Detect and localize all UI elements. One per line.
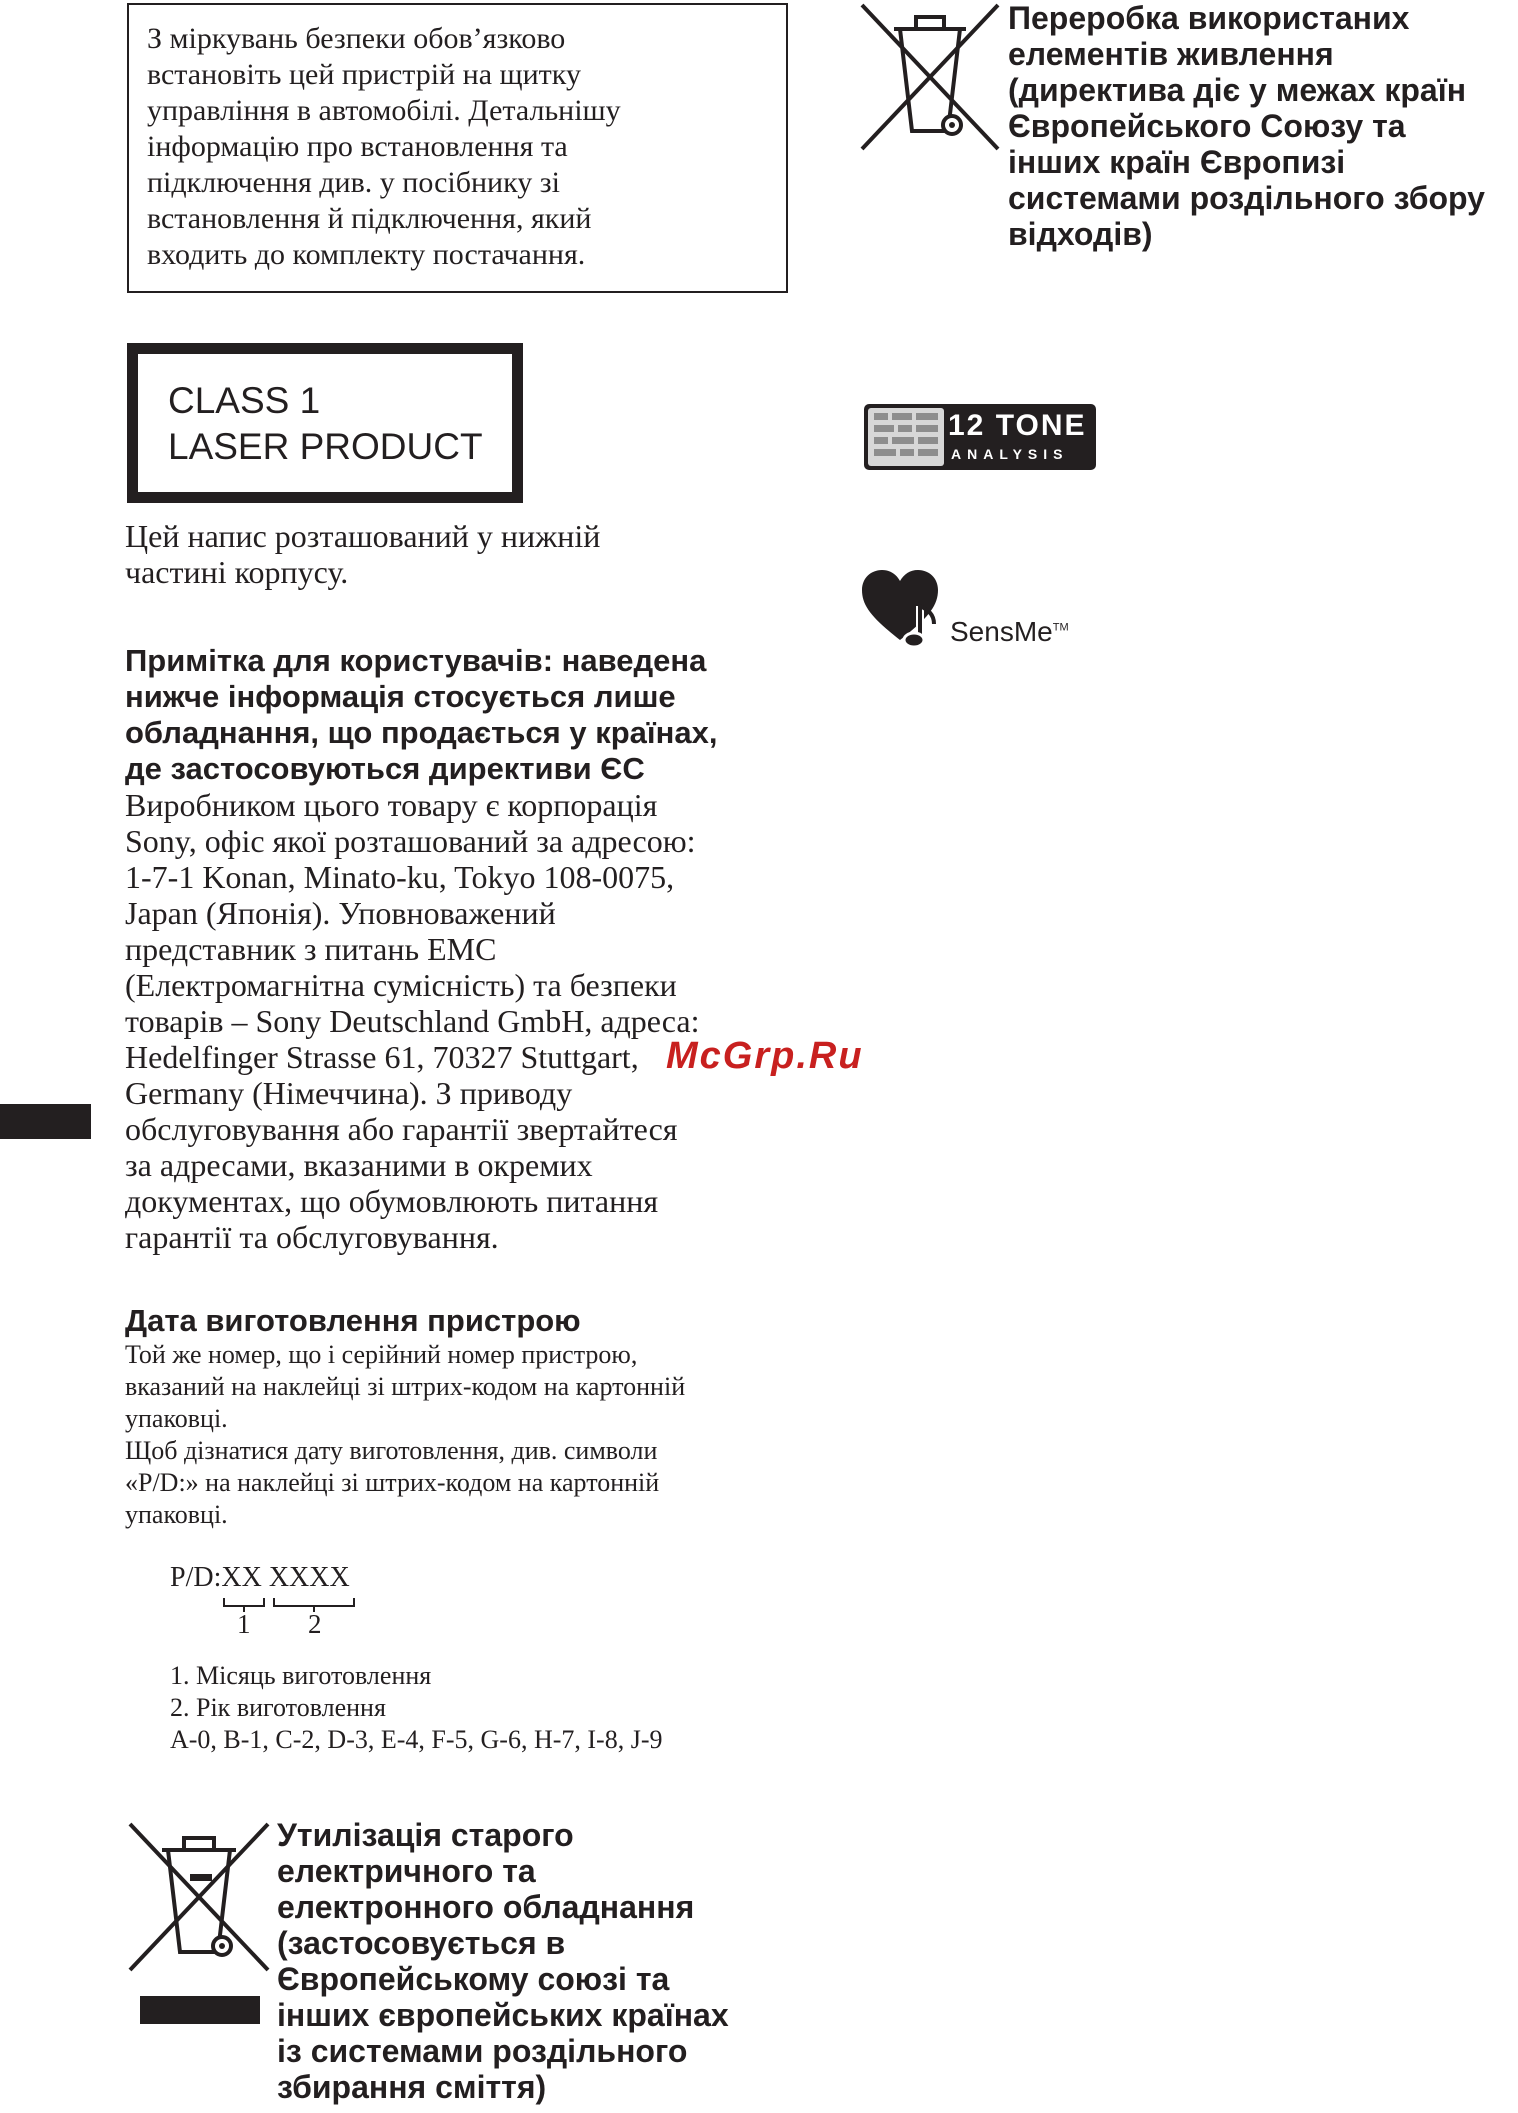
weee-heading [277, 1817, 797, 2105]
eu-body-line: Sony, офіс якої розташований за адресою: [125, 823, 696, 859]
sensme-trademark: TM [1052, 621, 1069, 634]
safety-line: З міркувань безпеки обов’язково [147, 22, 566, 55]
safety-line: управління в автомобілі. Детальнішу [147, 94, 621, 127]
pd-code-diagram [170, 1562, 350, 1639]
eu-body-line: (Електромагнітна сумісність) та безпеки [125, 967, 677, 1003]
mfg-body-line: вказаний на наклейці зі штрих-кодом на картонній [125, 1372, 686, 1401]
weee-line: (застосовується в [277, 1925, 566, 1961]
safety-notice-box [127, 3, 788, 293]
eu-body-line: 1-7-1 Konan, Minato-ku, Tokyo 108-0075, [125, 859, 675, 895]
eu-directive-notice [125, 643, 805, 1255]
laser-label-note [125, 518, 775, 590]
mfg-body-line: упаковці. [125, 1404, 228, 1433]
legend-line: 2. Рік виготовлення [170, 1693, 386, 1722]
tone-subtitle: ANALYSIS [951, 446, 1069, 462]
eu-body-line: Germany (Німеччина). З приводу [125, 1075, 573, 1111]
safety-line: інформацію про встановлення та [147, 130, 568, 163]
sensme-wordmark [950, 616, 1069, 648]
eu-body-line: Hedelfinger Strasse 61, 70327 Stuttgart, [125, 1039, 639, 1075]
watermark-text: McGrp.Ru [666, 1035, 864, 1077]
pd-code [170, 1562, 350, 1594]
sensme-name: SensMe [950, 616, 1053, 647]
battery-recycling-heading [1008, 0, 1518, 252]
weee-line: Утилізація старого [277, 1817, 574, 1853]
crossed-bin-icon [860, 3, 1000, 151]
mfg-body-line: Той же номер, що і серійний номер пристрою, [125, 1340, 638, 1369]
battery-line: системами роздільного збору [1008, 180, 1485, 216]
manufacture-date-section [125, 1303, 805, 1531]
note-line: частині корпусу. [125, 554, 349, 590]
weee-line: інших європейських країнах [277, 1997, 729, 2033]
tone-grid-icon [868, 408, 944, 466]
battery-line: відходів) [1008, 216, 1153, 252]
weee-line: електричного та [277, 1853, 536, 1889]
tone-title: 12 TONE [948, 409, 1087, 442]
weee-black-bar [140, 1996, 260, 2024]
battery-line: елементів живлення [1008, 36, 1334, 72]
eu-body-line: гарантії та обслуговування. [125, 1219, 499, 1255]
sensme-heart-note-icon [862, 570, 948, 648]
mfg-body-line: «P/D:» на наклейці зі штрих-кодом на картонній [125, 1468, 660, 1497]
eu-body-line: Japan (Японія). Уповноважений [125, 895, 556, 931]
safety-line: входить до комплекту постачання. [147, 238, 586, 271]
pd-prefix: P/D: [170, 1562, 222, 1593]
eu-body-line: документах, що обумовлюють питання [125, 1183, 659, 1219]
safety-line: підключення див. у посібнику зі [147, 166, 560, 199]
eu-heading-line: обладнання, що продається у країнах, [125, 715, 718, 750]
eu-body-line: за адресами, вказаними в окремих [125, 1147, 593, 1183]
eu-body-line: Виробником цього товару є корпорація [125, 787, 658, 823]
pd-marker-2: 2 [308, 1609, 322, 1639]
mfg-body-line: упаковці. [125, 1500, 228, 1529]
weee-crossed-bin-icon [128, 1822, 270, 1972]
battery-line: інших країн Європизі [1008, 144, 1346, 180]
weee-line: електронного обладнання [277, 1889, 695, 1925]
laser-class-text: CLASS 1 [168, 380, 321, 421]
legend-line: 1. Місяць виготовлення [170, 1661, 432, 1690]
eu-heading-line: Примітка для користувачів: наведена [125, 643, 707, 678]
weee-line: із системами роздільного [277, 2033, 688, 2069]
weee-line: Європейському союзі та [277, 1961, 670, 1997]
laser-product-label [127, 343, 523, 503]
safety-line: встановлення й підключення, який [147, 202, 592, 235]
battery-line: Переробка використаних [1008, 0, 1410, 36]
legend-line: A-0, B-1, C-2, D-3, E-4, F-5, G-6, H-7, I-8, J-9 [170, 1725, 663, 1754]
pd-month-code: XX [221, 1562, 262, 1593]
manufacture-date-heading: Дата виготовлення пристрою [125, 1303, 581, 1338]
mfg-body-line: Щоб дізнатися дату виготовлення, див. символи [125, 1436, 658, 1465]
eu-heading-line: де застосовуються директиви ЄС [125, 751, 645, 786]
pd-marker-1: 1 [237, 1609, 251, 1639]
note-line: Цей напис розташований у нижній [125, 518, 601, 554]
pd-year-code: XXXX [268, 1562, 350, 1593]
safety-line: встановіть цей пристрій на щитку [147, 58, 581, 91]
eu-heading-line: нижче інформація стосується лише [125, 679, 676, 714]
eu-body-line: представник з питань EMC [125, 931, 497, 967]
pd-legend [170, 1660, 790, 1756]
battery-line: Європейського Союзу та [1008, 108, 1406, 144]
eu-body-line: обслуговування або гарантії звертайтеся [125, 1111, 678, 1147]
eu-body-line: товарів – Sony Deutschland GmbH, адреса: [125, 1003, 700, 1039]
laser-product-text: LASER PRODUCT [168, 426, 483, 467]
section-side-tab [0, 1104, 91, 1139]
weee-line: збирання сміття) [277, 2069, 547, 2105]
battery-line: (директива діє у межах країн [1008, 72, 1467, 108]
